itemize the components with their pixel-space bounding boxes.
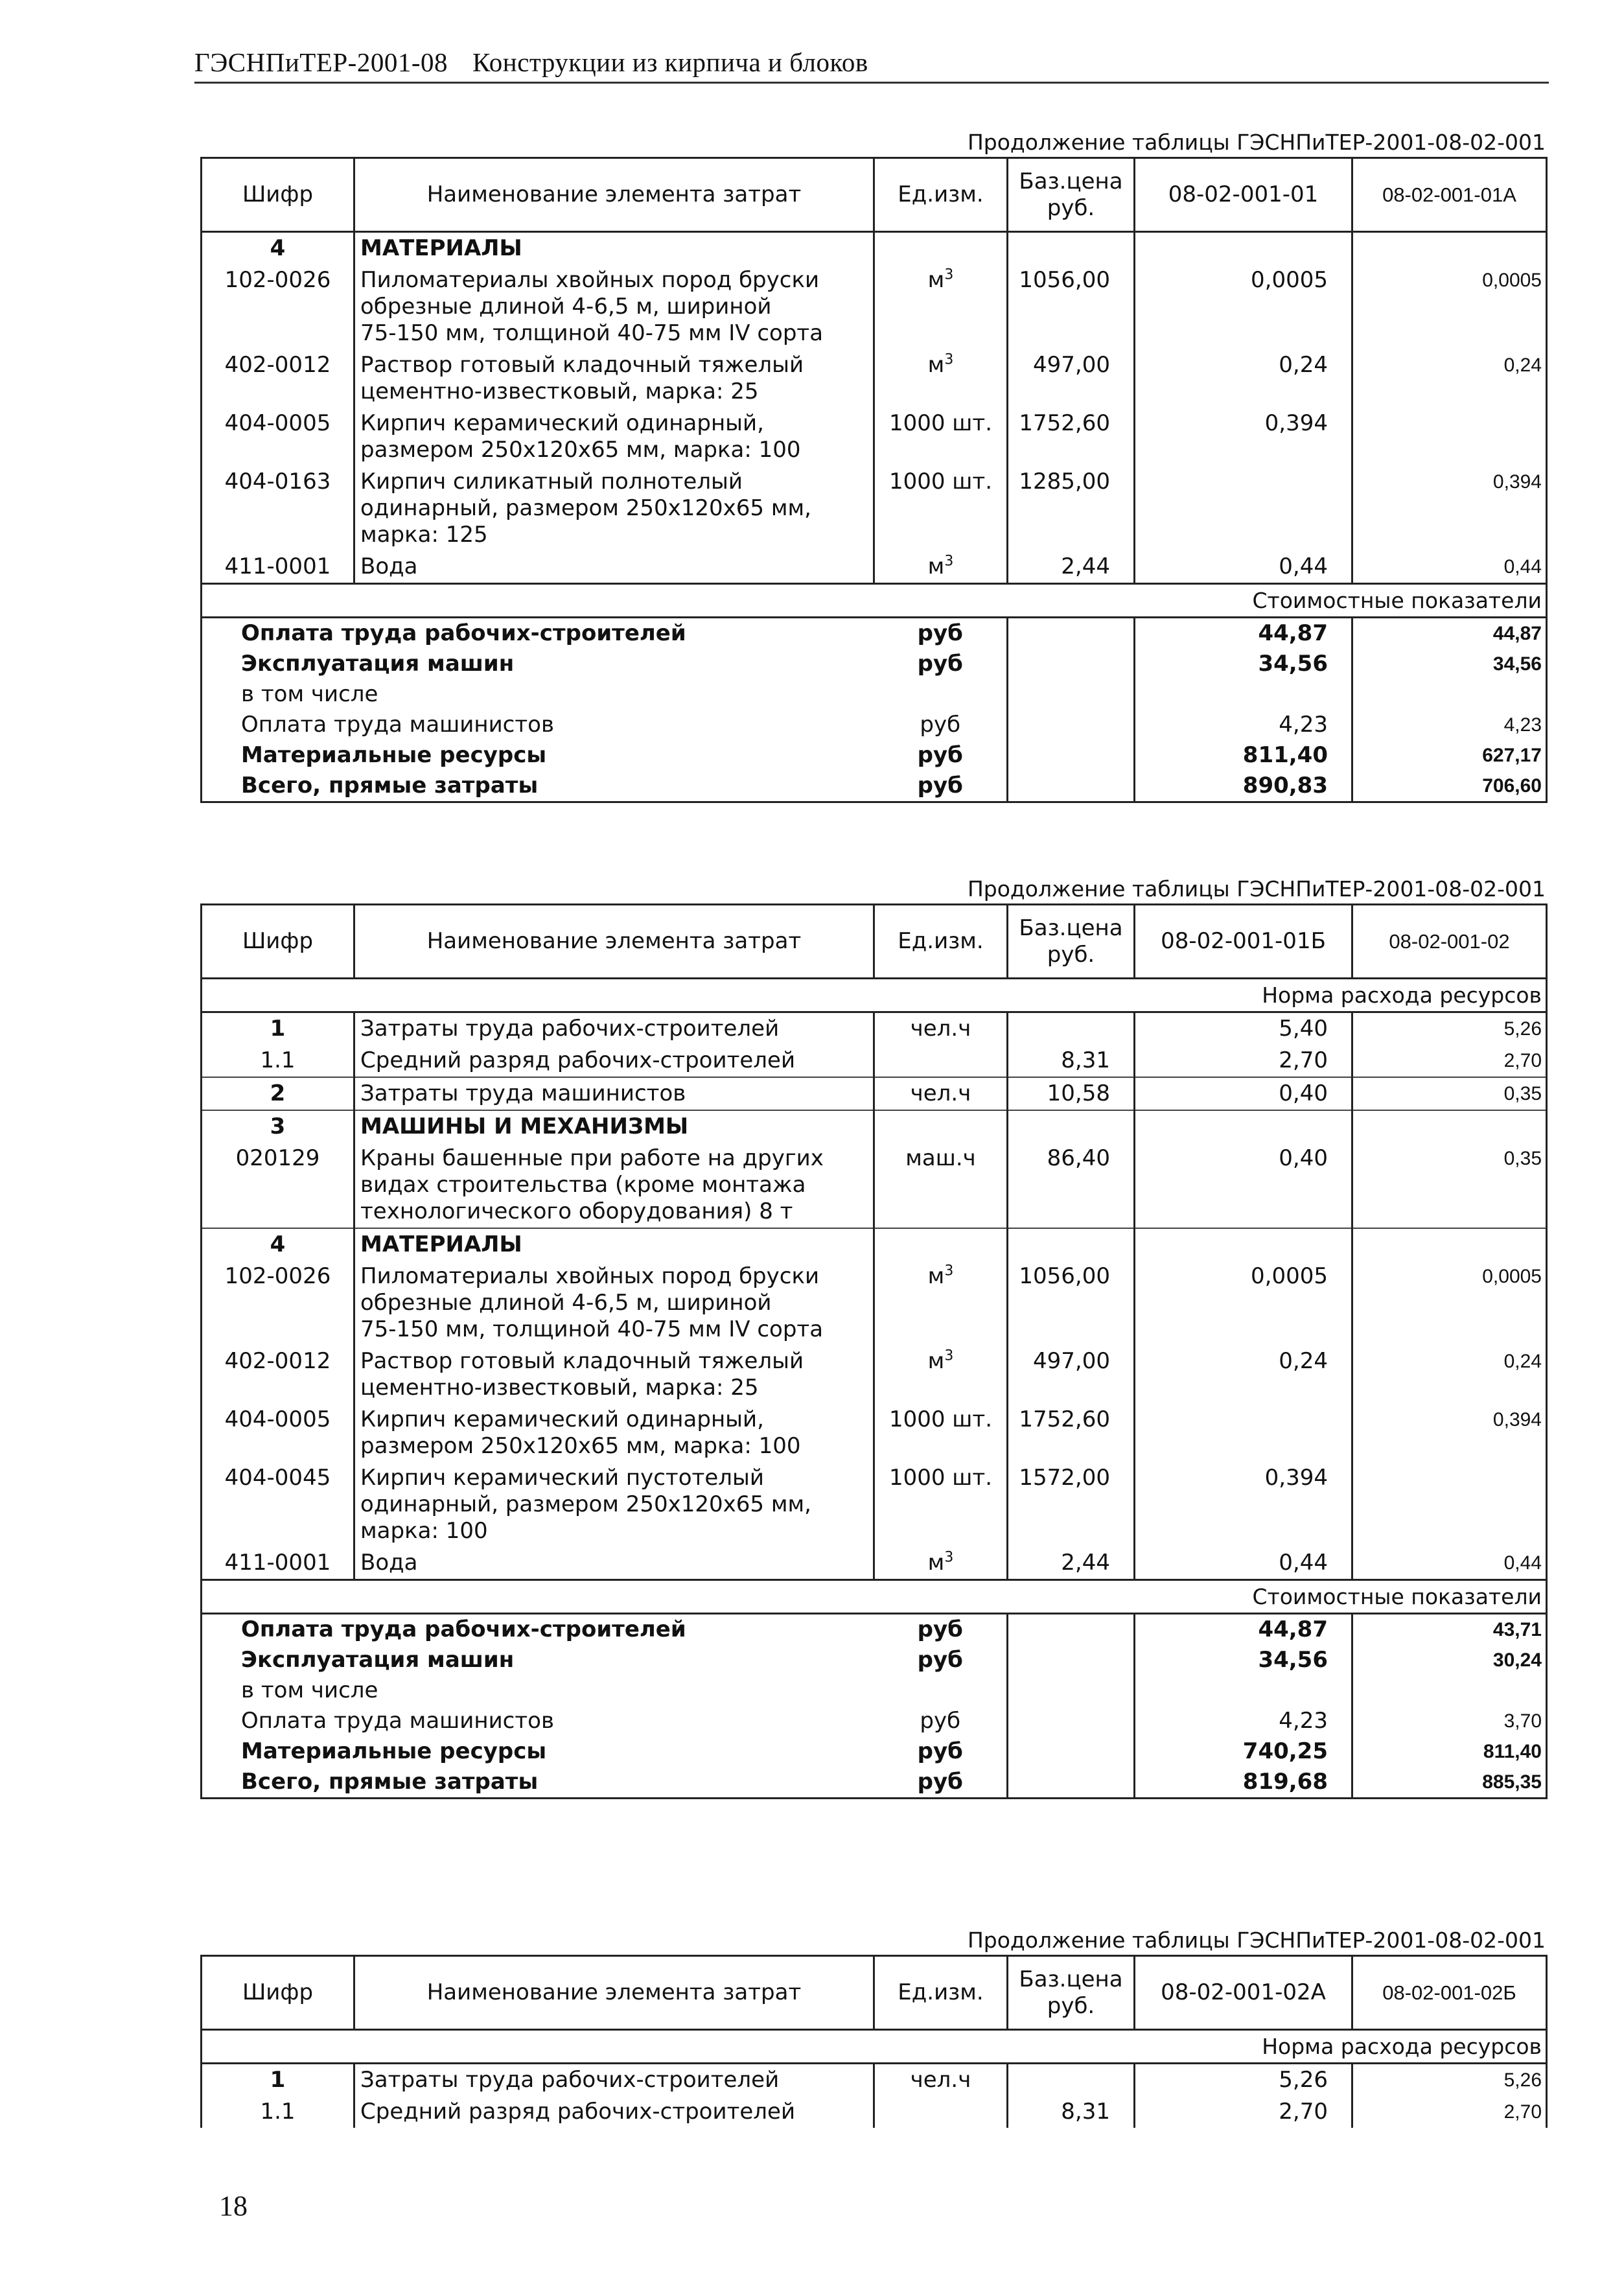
header-col5: 08-02-001-01Б	[1135, 905, 1352, 979]
page-number: 18	[219, 2190, 248, 2222]
row-value-1: 0,0005	[1135, 1261, 1352, 1346]
row-value-1: 0,394	[1135, 1462, 1352, 1547]
row-name: Затраты труда рабочих-строителей	[354, 1012, 874, 1045]
table-row	[202, 264, 1547, 349]
cost-value-2: 885,35	[1352, 1767, 1547, 1799]
cost-value-1: 819,68	[1135, 1767, 1352, 1799]
section-row	[202, 232, 1547, 265]
header-unit: Ед.изм.	[874, 158, 1008, 232]
row-code: 1.1	[202, 2096, 354, 2128]
row-unit: $м^3$	[874, 551, 1008, 584]
cost-row	[202, 1767, 1547, 1799]
row-code: 404-0005	[202, 408, 354, 466]
table-row	[202, 1143, 1547, 1228]
row-value-1: 0,394	[1135, 408, 1352, 466]
section-row	[202, 1110, 1547, 1143]
row-name: Вода	[354, 551, 874, 584]
cost-value-2	[1352, 1675, 1547, 1706]
norm-section-label: Норма расхода ресурсов	[202, 979, 1547, 1012]
row-price: 1056,00	[1008, 1261, 1135, 1346]
cost-section-label: Стоимостные показатели	[202, 584, 1547, 618]
document-code: ГЭСНПиТЕР-2001-08	[194, 47, 448, 77]
row-value-1: 0,40	[1135, 1077, 1352, 1110]
header-col6: 08-02-001-01А	[1352, 158, 1547, 232]
table-body	[202, 2030, 1547, 2128]
row-code: 102-0026	[202, 264, 354, 349]
row-value-2: 0,0005	[1352, 1261, 1547, 1346]
cost-value-1: 34,56	[1135, 1645, 1352, 1675]
row-value-1	[1135, 466, 1352, 551]
row-name: Средний разряд рабочих-строителей	[354, 1045, 874, 1077]
row-code: 404-0163	[202, 466, 354, 551]
table-row	[202, 1462, 1547, 1547]
header-cipher: Шифр	[202, 905, 354, 979]
table-row	[202, 1404, 1547, 1462]
cost-name: Эксплуатация машин	[202, 1645, 874, 1675]
table-row	[202, 349, 1547, 408]
row-value-1: 0,24	[1135, 1346, 1352, 1404]
row-value-1: 0,40	[1135, 1143, 1352, 1228]
cost-unit	[874, 1675, 1008, 1706]
section-title: МАТЕРИАЛЫ	[354, 232, 874, 265]
cost-row	[202, 679, 1547, 710]
row-value-2: 0,24	[1352, 1346, 1547, 1404]
table-header-row	[202, 905, 1547, 979]
section-code: 4	[202, 232, 354, 265]
cost-name: Оплата труда машинистов	[202, 1706, 874, 1736]
header-price: Баз.цена руб.	[1008, 158, 1135, 232]
table-row	[202, 551, 1547, 584]
cost-value-2: 30,24	[1352, 1645, 1547, 1675]
row-value-1: 2,70	[1135, 1045, 1352, 1077]
cost-name: в том числе	[202, 679, 874, 710]
row-value-1: 2,70	[1135, 2096, 1352, 2128]
row-code: 2	[202, 1077, 354, 1110]
table-row	[202, 1547, 1547, 1580]
row-unit	[874, 1045, 1008, 1077]
cost-value-1	[1135, 1675, 1352, 1706]
cost-name: Материальные ресурсы	[202, 740, 874, 771]
row-code: 402-0012	[202, 1346, 354, 1404]
row-value-2: 0,44	[1352, 551, 1547, 584]
row-value-1: 0,44	[1135, 551, 1352, 584]
cost-unit: руб	[874, 1614, 1008, 1646]
header-unit: Ед.изм.	[874, 1956, 1008, 2030]
cost-section-label: Стоимостные показатели	[202, 1580, 1547, 1614]
row-unit: $м^3$	[874, 264, 1008, 349]
row-price: 497,00	[1008, 349, 1135, 408]
row-unit: 1000 шт.	[874, 1404, 1008, 1462]
table-row	[202, 2096, 1547, 2128]
row-price: 1572,00	[1008, 1462, 1135, 1547]
cost-name: Всего, прямые затраты	[202, 771, 874, 802]
row-code: 402-0012	[202, 349, 354, 408]
cost-name: Материальные ресурсы	[202, 1736, 874, 1767]
row-unit: 1000 шт.	[874, 408, 1008, 466]
header-col6: 08-02-001-02	[1352, 905, 1547, 979]
table-row	[202, 1077, 1547, 1110]
cost-table	[200, 1955, 1548, 2128]
cost-name: Эксплуатация машин	[202, 649, 874, 679]
table-block-2	[200, 875, 1546, 1799]
row-name: Пиломатериалы хвойных пород бруски обрезные длиной 4-6,5 м, шириной 75-150 мм, толщиной 40-75 мм IV сорта	[354, 1261, 874, 1346]
cost-row	[202, 1645, 1547, 1675]
row-price: 2,44	[1008, 551, 1135, 584]
row-name: Раствор готовый кладочный тяжелый цементно-известковый, марка: 25	[354, 349, 874, 408]
row-price: 86,40	[1008, 1143, 1135, 1228]
cost-row	[202, 649, 1547, 679]
row-value-1: 5,40	[1135, 1012, 1352, 1045]
cost-value-1: 44,87	[1135, 1614, 1352, 1646]
cost-value-2: 811,40	[1352, 1736, 1547, 1767]
cost-unit: руб	[874, 710, 1008, 740]
table-row	[202, 2064, 1547, 2097]
cost-table	[200, 157, 1548, 803]
row-name: Кирпич силикатный полнотелый одинарный, размером 250x120x65 мм, марка: 125	[354, 466, 874, 551]
cost-unit: руб	[874, 649, 1008, 679]
cost-name: в том числе	[202, 1675, 874, 1706]
row-value-2: 2,70	[1352, 1045, 1547, 1077]
cost-value-2	[1352, 679, 1547, 710]
row-value-1: 0,24	[1135, 349, 1352, 408]
cost-row	[202, 710, 1547, 740]
cost-value-1: 34,56	[1135, 649, 1352, 679]
row-price	[1008, 1012, 1135, 1045]
header-unit: Ед.изм.	[874, 905, 1008, 979]
cost-unit: руб	[874, 1736, 1008, 1767]
row-unit: $м^3$	[874, 1547, 1008, 1580]
table-body	[202, 979, 1547, 1799]
row-unit: $м^3$	[874, 349, 1008, 408]
cost-unit: руб	[874, 618, 1008, 649]
table-row	[202, 466, 1547, 551]
row-unit: чел.ч	[874, 1012, 1008, 1045]
row-unit: чел.ч	[874, 1077, 1008, 1110]
row-unit	[874, 2096, 1008, 2128]
table-continuation-label: Продолжение таблицы ГЭСНПиТЕР-2001-08-02-001	[967, 1928, 1546, 1953]
row-price: 1752,60	[1008, 1404, 1135, 1462]
row-price: 8,31	[1008, 1045, 1135, 1077]
cost-row	[202, 1706, 1547, 1736]
row-unit: чел.ч	[874, 2064, 1008, 2097]
table-row	[202, 1012, 1547, 1045]
header-name: Наименование элемента затрат	[354, 1956, 874, 2030]
row-price: 1752,60	[1008, 408, 1135, 466]
document-title: Конструкции из кирпича и блоков	[472, 47, 868, 77]
row-price: 497,00	[1008, 1346, 1135, 1404]
table-block-1	[200, 128, 1546, 803]
section-code: 3	[202, 1110, 354, 1143]
cost-table	[200, 903, 1548, 1799]
cost-value-2: 3,70	[1352, 1706, 1547, 1736]
table-continuation-label: Продолжение таблицы ГЭСНПиТЕР-2001-08-02-001	[967, 876, 1546, 902]
table-row	[202, 408, 1547, 466]
row-value-2: 0,44	[1352, 1547, 1547, 1580]
header-col5: 08-02-001-01	[1135, 158, 1352, 232]
section-row	[202, 1228, 1547, 1261]
row-code: 1.1	[202, 1045, 354, 1077]
cost-row	[202, 1614, 1547, 1646]
row-unit: маш.ч	[874, 1143, 1008, 1228]
row-value-2: 5,26	[1352, 2064, 1547, 2097]
row-price: 10,58	[1008, 1077, 1135, 1110]
header-name: Наименование элемента затрат	[354, 905, 874, 979]
header-cipher: Шифр	[202, 158, 354, 232]
row-code: 411-0001	[202, 1547, 354, 1580]
row-price: 1056,00	[1008, 264, 1135, 349]
table-continuation-label: Продолжение таблицы ГЭСНПиТЕР-2001-08-02-001	[967, 130, 1546, 155]
row-name: Вода	[354, 1547, 874, 1580]
table-block-3	[200, 1926, 1546, 2128]
row-price	[1008, 2064, 1135, 2097]
header-price: Баз.цена руб.	[1008, 905, 1135, 979]
cost-unit: руб	[874, 740, 1008, 771]
cost-row	[202, 771, 1547, 802]
row-value-2: 0,0005	[1352, 264, 1547, 349]
norm-section-label: Норма расхода ресурсов	[202, 2030, 1547, 2064]
header-cipher: Шифр	[202, 1956, 354, 2030]
row-value-1: 0,0005	[1135, 264, 1352, 349]
cost-unit: руб	[874, 1767, 1008, 1799]
cost-value-1: 740,25	[1135, 1736, 1352, 1767]
cost-value-2: 706,60	[1352, 771, 1547, 802]
row-value-2: 0,24	[1352, 349, 1547, 408]
section-title: МАШИНЫ И МЕХАНИЗМЫ	[354, 1110, 874, 1143]
row-code: 102-0026	[202, 1261, 354, 1346]
row-name: Кирпич керамический одинарный, размером 250x120x65 мм, марка: 100	[354, 1404, 874, 1462]
row-name: Кирпич керамический одинарный, размером 250x120x65 мм, марка: 100	[354, 408, 874, 466]
row-value-2: 5,26	[1352, 1012, 1547, 1045]
row-value-2: 0,35	[1352, 1077, 1547, 1110]
table-row	[202, 1261, 1547, 1346]
row-name: Затраты труда машинистов	[354, 1077, 874, 1110]
row-code: 1	[202, 2064, 354, 2097]
cost-value-1	[1135, 679, 1352, 710]
row-unit: $м^3$	[874, 1346, 1008, 1404]
header-price: Баз.цена руб.	[1008, 1956, 1135, 2030]
section-code: 4	[202, 1228, 354, 1261]
cost-value-2: 4,23	[1352, 710, 1547, 740]
row-name: Затраты труда рабочих-строителей	[354, 2064, 874, 2097]
row-value-1	[1135, 1404, 1352, 1462]
row-code: 404-0045	[202, 1462, 354, 1547]
cost-value-2: 43,71	[1352, 1614, 1547, 1646]
cost-value-2: 627,17	[1352, 740, 1547, 771]
cost-unit: руб	[874, 771, 1008, 802]
row-code: 1	[202, 1012, 354, 1045]
row-name: Краны башенные при работе на других видах строительства (кроме монтажа технологического оборудования) 8 т	[354, 1143, 874, 1228]
cost-unit	[874, 679, 1008, 710]
row-value-2: 2,70	[1352, 2096, 1547, 2128]
cost-row	[202, 740, 1547, 771]
row-price: 8,31	[1008, 2096, 1135, 2128]
cost-value-2: 34,56	[1352, 649, 1547, 679]
row-name: Кирпич керамический пустотелый одинарный, размером 250x120x65 мм, марка: 100	[354, 1462, 874, 1547]
cost-name: Всего, прямые затраты	[202, 1767, 874, 1799]
row-unit: 1000 шт.	[874, 466, 1008, 551]
section-title: МАТЕРИАЛЫ	[354, 1228, 874, 1261]
row-code: 404-0005	[202, 1404, 354, 1462]
table-body	[202, 232, 1547, 802]
row-value-2	[1352, 408, 1547, 466]
header-name: Наименование элемента затрат	[354, 158, 874, 232]
row-unit: 1000 шт.	[874, 1462, 1008, 1547]
table-row	[202, 1045, 1547, 1077]
row-name: Раствор готовый кладочный тяжелый цементно-известковый, марка: 25	[354, 1346, 874, 1404]
header-col6: 08-02-001-02Б	[1352, 1956, 1547, 2030]
cost-value-1: 4,23	[1135, 1706, 1352, 1736]
cost-value-1: 890,83	[1135, 771, 1352, 802]
row-value-1: 0,44	[1135, 1547, 1352, 1580]
cost-row	[202, 1675, 1547, 1706]
cost-unit: руб	[874, 1706, 1008, 1736]
row-name: Пиломатериалы хвойных пород бруски обрезные длиной 4-6,5 м, шириной 75-150 мм, толщиной 40-75 мм IV сорта	[354, 264, 874, 349]
row-name: Средний разряд рабочих-строителей	[354, 2096, 874, 2128]
row-code: 020129	[202, 1143, 354, 1228]
row-price: 1285,00	[1008, 466, 1135, 551]
page-header	[194, 47, 1549, 84]
cost-name: Оплата труда рабочих-строителей	[202, 1614, 874, 1646]
table-header-row	[202, 1956, 1547, 2030]
table-header-row	[202, 158, 1547, 232]
header-col5: 08-02-001-02А	[1135, 1956, 1352, 2030]
table-row	[202, 1346, 1547, 1404]
cost-value-1: 44,87	[1135, 618, 1352, 649]
cost-row	[202, 1736, 1547, 1767]
row-price: 2,44	[1008, 1547, 1135, 1580]
row-code: 411-0001	[202, 551, 354, 584]
row-value-2: 0,394	[1352, 1404, 1547, 1462]
cost-row	[202, 618, 1547, 649]
row-value-2: 0,35	[1352, 1143, 1547, 1228]
cost-value-2: 44,87	[1352, 618, 1547, 649]
row-value-2: 0,394	[1352, 466, 1547, 551]
cost-name: Оплата труда рабочих-строителей	[202, 618, 874, 649]
cost-value-1: 811,40	[1135, 740, 1352, 771]
cost-unit: руб	[874, 1645, 1008, 1675]
row-value-2	[1352, 1462, 1547, 1547]
row-unit: $м^3$	[874, 1261, 1008, 1346]
cost-value-1: 4,23	[1135, 710, 1352, 740]
cost-name: Оплата труда машинистов	[202, 710, 874, 740]
row-value-1: 5,26	[1135, 2064, 1352, 2097]
